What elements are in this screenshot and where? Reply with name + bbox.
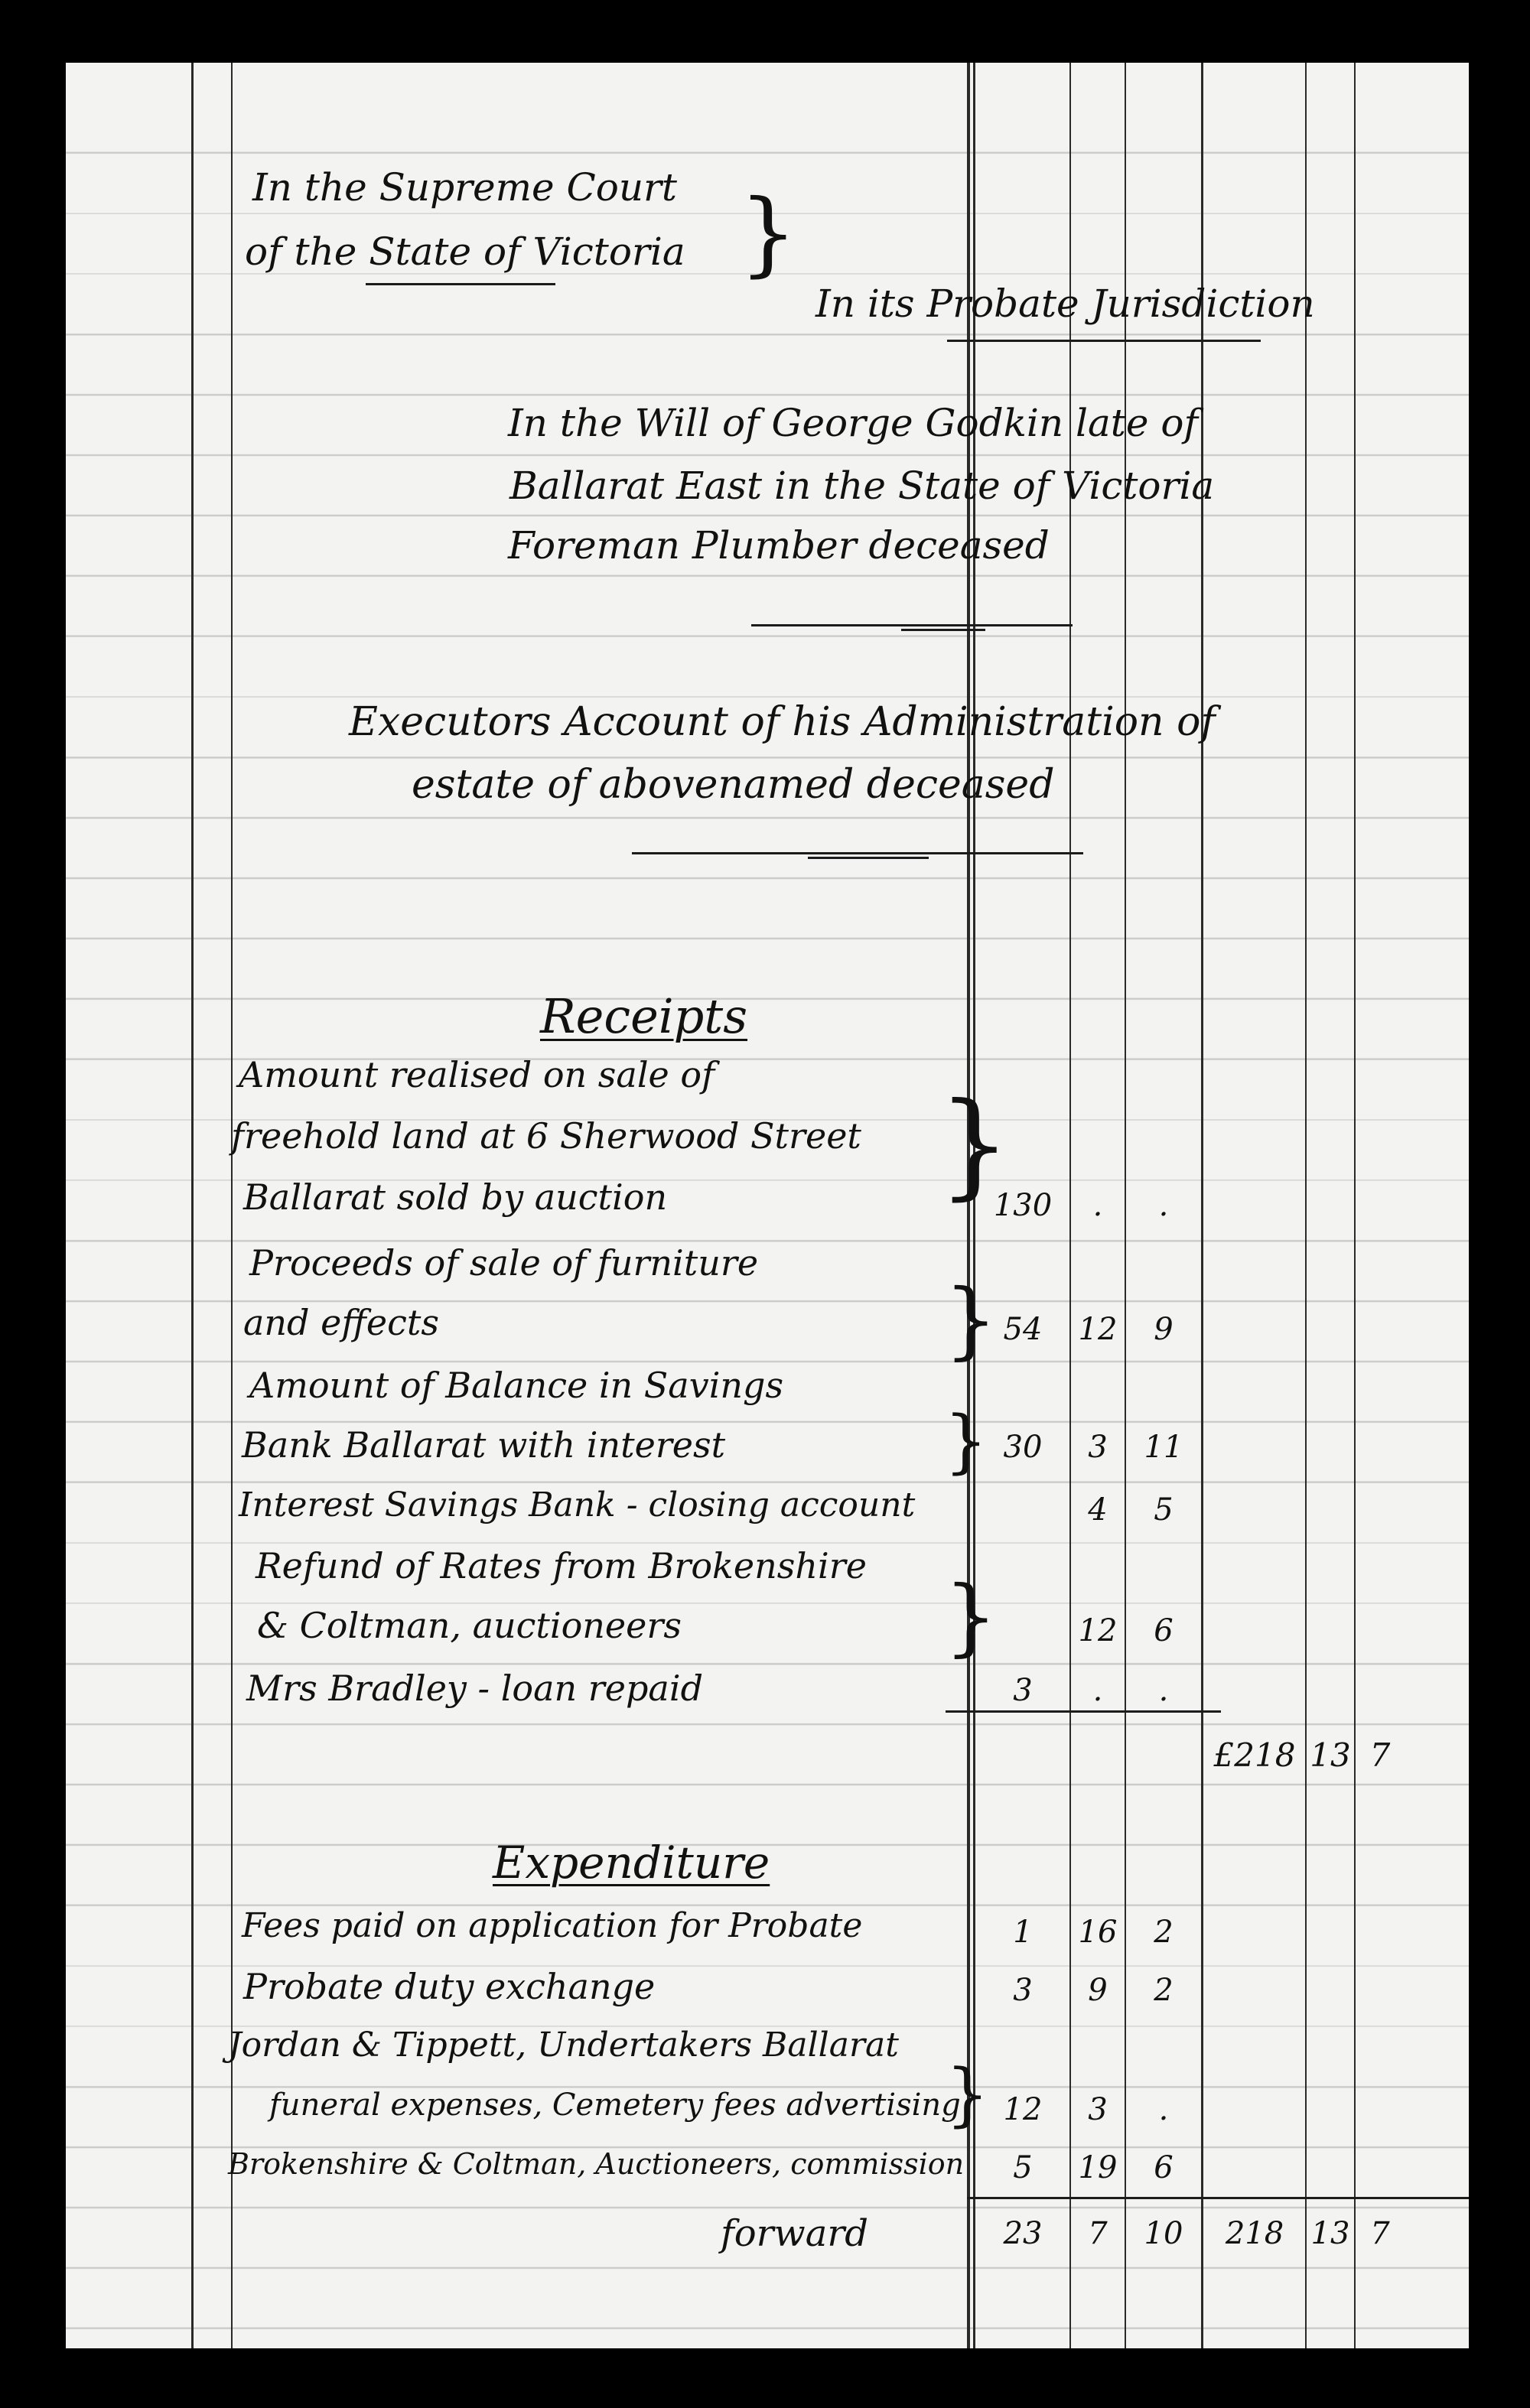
receipt-pence: 5 (1154, 1492, 1174, 1528)
receipt-pounds: 54 (1003, 1312, 1043, 1347)
receipt-line: Bank Ballarat with interest (242, 1424, 726, 1466)
will-underline (751, 624, 1073, 626)
forward-label: forward (721, 2212, 868, 2255)
receipt-line: Mrs Bradley - loan repaid (246, 1668, 704, 1709)
receipt-pence: 6 (1154, 1613, 1174, 1648)
expenditure-pence: 2 (1154, 1973, 1174, 2008)
jurisdiction-line: In its Probate Jurisdiction (815, 281, 1315, 326)
document-page (66, 63, 1469, 2348)
expenditure-pounds: 1 (1013, 1915, 1033, 1950)
will-title-line3: Foreman Plumber deceased (508, 523, 1050, 568)
expenditure-pounds: 3 (1013, 1973, 1033, 2008)
receipt-line: Ballarat sold by auction (243, 1176, 668, 1218)
expenditure-line: Probate duty exchange (243, 1966, 656, 2007)
receipt-line: Interest Savings Bank - closing account (239, 1485, 916, 1525)
expenditure-line: Jordan & Tippett, Undertakers Ballarat (228, 2026, 899, 2065)
receipt-brace: } (944, 1271, 998, 1368)
receipts-total-pence: 7 (1369, 1736, 1391, 1774)
receipt-pounds: 3 (1013, 1673, 1033, 1708)
receipt-line: and effects (243, 1302, 440, 1343)
receipt-brace: } (938, 1079, 1011, 1212)
will-title-line1: In the Will of George Godkin late of (508, 401, 1198, 445)
expenditure-shillings: 19 (1078, 2150, 1118, 2185)
receipt-pence: 11 (1144, 1430, 1183, 1465)
receipt-pounds: 30 (1003, 1430, 1043, 1465)
forward-pence: 10 (1144, 2216, 1183, 2251)
receipt-pence: 9 (1154, 1312, 1174, 1347)
receipt-shillings: 3 (1088, 1430, 1108, 1465)
forward-pounds: 23 (1003, 2216, 1043, 2251)
expenditure-line: funeral expenses, Cemetery fees advertising (269, 2087, 961, 2123)
expenditure-shillings: 16 (1078, 1915, 1118, 1950)
court-title-line2: of the State of Victoria (245, 229, 685, 274)
account-title-line1: Executors Account of his Administration of (349, 699, 1216, 745)
receipt-line: Amount realised on sale of (239, 1054, 715, 1095)
account-title-line2: estate of abovenamed deceased (412, 762, 1055, 808)
receipt-line: Proceeds of sale of furniture (249, 1242, 759, 1284)
expenditure-heading: Expenditure (493, 1837, 770, 1889)
receipts-total-shillings: 13 (1310, 1736, 1351, 1774)
receipt-line: Amount of Balance in Savings (249, 1365, 784, 1406)
expenditure-pence: 2 (1154, 1915, 1174, 1950)
receipts-total-rule (946, 1710, 1221, 1713)
receipt-shillings: . (1092, 1673, 1103, 1708)
column-line (1201, 63, 1203, 2348)
receipt-pence: . (1158, 1673, 1169, 1708)
forward-shillings: 7 (1088, 2216, 1108, 2251)
court-brace: } (739, 181, 798, 287)
receipt-shillings: 12 (1078, 1613, 1118, 1648)
will-title-line2: Ballarat East in the State of Victoria (509, 464, 1215, 508)
forward-receipts-pounds: 218 (1225, 2216, 1284, 2251)
expenditure-pounds: 12 (1003, 2092, 1043, 2127)
receipts-total-pounds: £218 (1213, 1736, 1296, 1774)
court-title-line1: In the Supreme Court (252, 165, 678, 210)
jurisdiction-underline (947, 340, 1261, 342)
receipt-pence: . (1158, 1188, 1169, 1223)
receipt-brace: } (944, 1401, 988, 1482)
forward-receipts-shillings: 13 (1310, 2216, 1350, 2251)
margin-line (191, 63, 194, 2348)
forward-rule (967, 2197, 1469, 2199)
account-underline-accent (808, 857, 929, 859)
expenditure-line: Brokenshire & Coltman, Auctioneers, commission (228, 2147, 965, 2181)
margin-line (231, 63, 233, 2348)
receipt-line: & Coltman, auctioneers (257, 1605, 682, 1646)
will-underline-accent (901, 629, 985, 631)
expenditure-pence: 6 (1154, 2150, 1174, 2185)
expenditure-pounds: 5 (1013, 2150, 1033, 2185)
expenditure-shillings: 3 (1088, 2092, 1108, 2127)
expenditure-line: Fees paid on application for Probate (242, 1906, 863, 1945)
receipt-line: freehold land at 6 Sherwood Street (231, 1115, 861, 1157)
expenditure-shillings: 9 (1088, 1973, 1108, 2008)
column-line (1305, 63, 1307, 2348)
account-underline (632, 852, 1083, 854)
receipt-brace: } (944, 1567, 998, 1665)
receipt-shillings: 12 (1078, 1312, 1118, 1347)
receipts-heading: Receipts (540, 988, 748, 1044)
expenditure-pence: . (1158, 2092, 1169, 2127)
receipt-pounds: 130 (993, 1188, 1053, 1223)
column-line (1354, 63, 1356, 2348)
receipt-shillings: . (1092, 1188, 1103, 1223)
receipt-line: Refund of Rates from Brokenshire (256, 1545, 867, 1586)
expenditure-brace: } (946, 2055, 990, 2135)
forward-receipts-pence: 7 (1370, 2216, 1390, 2251)
receipt-shillings: 4 (1088, 1492, 1108, 1528)
court-underline (366, 283, 555, 285)
